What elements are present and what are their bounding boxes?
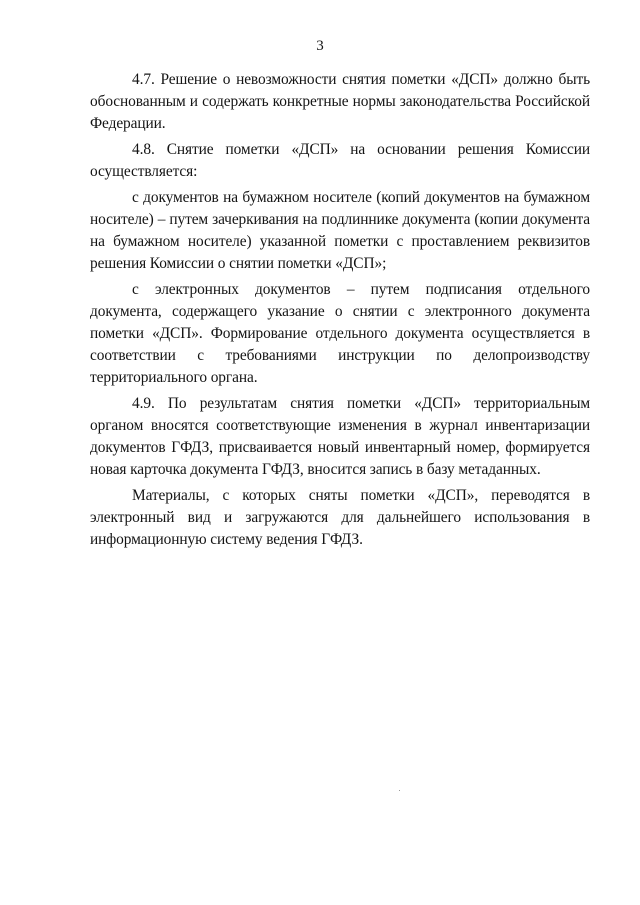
paragraph-materials: Материалы, с которых сняты пометки «ДСП», переводятся в электронный вид и загружаются для дальнейшего использования в информационную систему ведения ГФДЗ.: [90, 487, 590, 548]
page-number: 3: [316, 38, 324, 54]
paragraph-4-7: 4.7. Решение о невозможности снятия пометки «ДСП» должно быть обоснованным и содержать конкретные нормы законодательства Российской Федерации.: [90, 71, 590, 132]
paragraph-4-9: 4.9. По результатам снятия пометки «ДСП» территориальным органом вносятся соответствующие изменения в журнал инвентаризации документов ГФДЗ, присваивается новый инвентарный номер, формируется новая карточка документа ГФДЗ, вносится запись в базу метаданных.: [90, 395, 590, 478]
scan-speck: [399, 790, 400, 791]
paragraph-electronic-documents: с электронных документов – путем подписания отдельного документа, содержащего указание о снятии с электронного документа пометки «ДСП». Формирование отдельного документа осуществляется в соответствии с требованиями инструкции по делопроизводству территориального органа.: [90, 281, 590, 386]
paragraph-paper-documents: с документов на бумажном носителе (копий документов на бумажном носителе) – путем зачеркивания на подлиннике документа (копии документа на бумажном носителе) указанной пометки с проставлением реквизитов решения Комиссии о снятии пометки «ДСП»;: [90, 189, 590, 272]
paragraph-4-8: 4.8. Снятие пометки «ДСП» на основании решения Комиссии осуществляется:: [90, 141, 590, 180]
document-body: [90, 69, 590, 555]
